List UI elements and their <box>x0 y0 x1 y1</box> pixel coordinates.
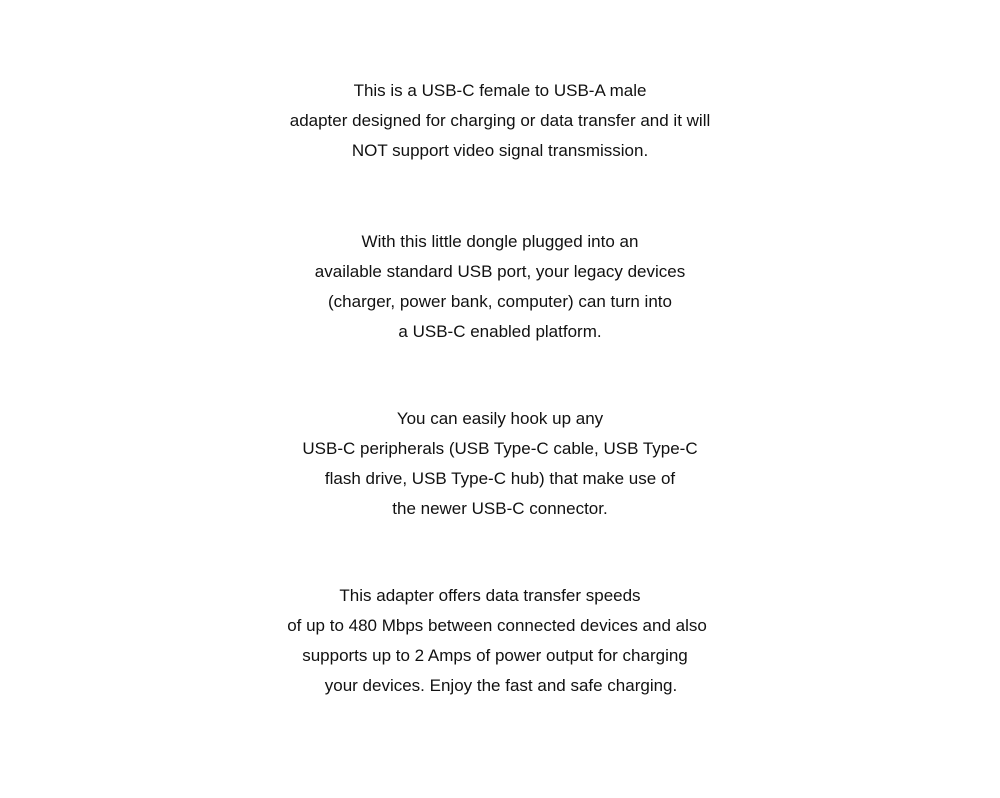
paragraph-speed-power <box>0 581 1000 701</box>
text-line: You can easily hook up any <box>396 409 604 428</box>
text-line: of up to 480 Mbps between connected devices and also <box>287 616 707 635</box>
text-line: (charger, power bank, computer) can turn into <box>328 292 672 311</box>
paragraph-legacy-devices <box>0 227 1000 347</box>
text-line: your devices. Enjoy the fast and safe charging. <box>324 676 678 695</box>
text-line: With this little dongle plugged into an <box>361 232 639 251</box>
text-line: This is a USB-C female to USB-A male <box>353 81 647 100</box>
paragraph-peripherals <box>0 404 1000 524</box>
text-line: supports up to 2 Amps of power output for charging <box>302 646 688 665</box>
text-line: This adapter offers data transfer speeds <box>339 586 641 605</box>
text-line: the newer USB-C connector. <box>392 499 608 518</box>
text-line: adapter designed for charging or data transfer and it will <box>289 111 711 130</box>
text-line: a USB-C enabled platform. <box>398 322 602 341</box>
text-line: USB-C peripherals (USB Type-C cable, USB Type-C <box>302 439 698 458</box>
paragraph-compatibility <box>0 76 1000 166</box>
text-line: flash drive, USB Type-C hub) that make use of <box>324 469 676 488</box>
text-line: NOT support video signal transmission. <box>351 141 649 160</box>
text-line: available standard USB port, your legacy devices <box>314 262 686 281</box>
